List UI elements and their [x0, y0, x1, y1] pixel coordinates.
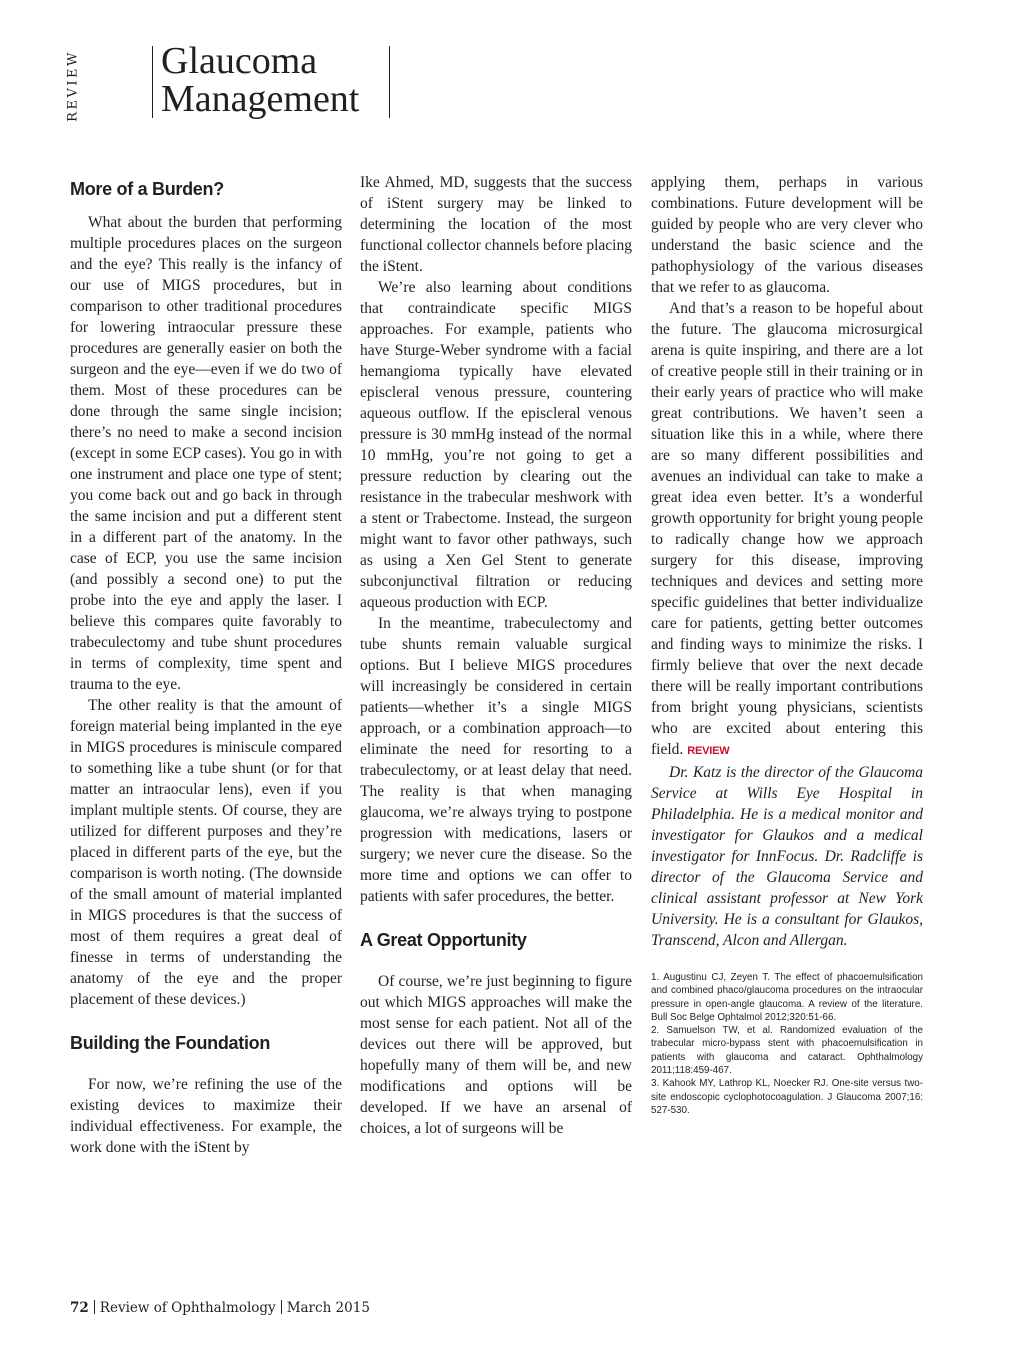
- author-bio: Dr. Katz is the director of the Glaucoma Service at Wills Eye Hospital in Philadelphia. He is a medical monitor and investigator for Glaukos and a medical investigator for InnFocus. Dr. Radcliffe is director of the Glaucoma Service and clinical assistant professor at New York University. He is a consultant for Glaukos, Transcend, Alcon and Allergan.: [651, 764, 923, 949]
- section-title: Glaucoma Management: [161, 40, 360, 120]
- article-column-1: [70, 172, 342, 1158]
- paragraph: For now, we’re refining the use of the existing devices to maximize their individual effectiveness. For example, the work done with the iStent by: [70, 1076, 342, 1156]
- paragraph: Of course, we’re just beginning to figure out which MIGS approaches will make the most sense for each patient. Not all of the devices out there will be approved, but hopefully many of them will be, and new modifications and options will be developed. If we have an arsenal of choices, a lot of surgeons will be: [360, 973, 632, 1137]
- issue-date: March 2015: [286, 1300, 370, 1316]
- header-divider-left: [152, 46, 153, 118]
- paragraph: What about the burden that performing multiple procedures places on the surgeon and the eye? This really is the infancy of our use of MIGS procedures, but in comparison to other traditional procedures for lowering intraocular pressure these procedures are generally easier on both the surgeon and the eye—even if we do two of them. Most of these procedures can be done through the same single incision; there’s no need to make a second incision (except in some ECP cases). You go in with one instrument and place one type of stent; you come back out and go back in through the same incision and put a different stent in a different part of the anatomy. In the case of ECP, you use the same incision (and possibly a second one) to put the probe into the eye and apply the laser. I believe this compares quite favorably to trabeculectomy and tube shunt procedures in terms of complexity, time spent and trauma to the eye.: [70, 214, 342, 693]
- section-tag: REVIEW: [65, 50, 81, 122]
- heading-a-great-opportunity: A Great Opportunity: [360, 930, 527, 950]
- heading-building-the-foundation: Building the Foundation: [70, 1033, 271, 1053]
- footer-divider: [281, 1300, 282, 1314]
- paragraph: The other reality is that the amount of foreign material being implanted in the eye in MIGS procedures is miniscule compared to something like a tube shunt (or for that matter an intraocular lens), even if you implant multiple stents. Of course, they are utilized for different purposes and they’re placed in different parts of the eye, but the comparison is worth noting. (The downside of the small amount of material implanted in MIGS procedures is that the success of most of them requires a great deal of finesse in terms of understanding the anatomy of the eye and the proper placement of these devices.): [70, 697, 342, 1008]
- footer-divider: [94, 1300, 95, 1314]
- paragraph: We’re also learning about conditions that contraindicate specific MIGS approaches. For example, patients who have Sturge-Weber syndrome with a facial hemangioma typically have elevated episcleral venous pressure, countering aqueous outflow. If the episcleral venous pressure is 30 mmHg instead of the normal 10 mmHg, you’re not going to get a pressure reduction by clearing out the resistance in the trabecular meshwork with a stent or Trabectome. Instead, the surgeon might want to favor other pathways, such as using a Xen Gel Stent to generate subconjunctival filtration or reducing aqueous production with ECP.: [360, 279, 632, 611]
- page-number: 72: [70, 1300, 89, 1316]
- reference-item: 2. Samuelson TW, et al. Randomized evaluation of the trabecular micro-bypass stent with phacoemulsification in patients with glaucoma and cataract. Ophthalmology 2011;118:459-467.: [651, 1025, 923, 1077]
- publication-name: Review of Ophthalmology: [99, 1300, 276, 1316]
- header-divider-right: [389, 46, 390, 118]
- reference-item: 1. Augustinu CJ, Zeyen T. The effect of phacoemulsification and combined phaco/glaucoma procedures on the intraocular pressure in open-angle glaucoma. A review of the literature. Bull Soc Belge Ophtalmol 2012;320:51-66.: [651, 972, 923, 1023]
- end-mark: REVIEW: [687, 745, 730, 757]
- article-column-3: [651, 172, 923, 1117]
- page-footer: [70, 1300, 370, 1316]
- heading-more-of-a-burden: More of a Burden?: [70, 179, 224, 199]
- article-column-2: [360, 172, 632, 1139]
- references: [651, 971, 923, 1117]
- paragraph: In the meantime, trabeculectomy and tube shunts remain valuable surgical options. But I believe MIGS procedures will increasingly be considered in certain patients—whether it’s a single MIGS approach, or a combination approach—to eliminate the need for resorting to a trabeculectomy, or at least delay that need. The reality is that when managing glaucoma, we’re always trying to postpone progression with medications, lasers or surgery; we never cure the disease. So the more time and options we can offer to patients with safer procedures, the better.: [360, 615, 632, 905]
- paragraph: applying them, perhaps in various combinations. Future development will be guided by people who are very clever who understand the basic science and the pathophysiology of the various diseases that we refer to as glaucoma.: [651, 174, 923, 296]
- reference-item: 3. Kahook MY, Lathrop KL, Noecker RJ. One-site versus two-site endoscopic cyclophotocoagulation. J Glaucoma 2007;16: 527-530.: [651, 1078, 923, 1116]
- paragraph-text: And that’s a reason to be hopeful about the future. The glaucoma microsurgical arena is quite inspiring, and there are a lot of creative people still in their training or in their early years of practice who will make great contributions. We haven’t seen a situation like this in a while, where there are so many different possibilities and avenues an individual can take to make a great idea even better. It’s a wonderful growth opportunity for bright young people to radically change how we approach surgery for this disease, improving techniques and devices and setting more specific guidelines that better individualize care for patients, getting better outcomes and finding ways to minimize the risks. I firmly believe that over the next decade there will be really important contributions from bright young physicians, scientists who are excited about entering this field.: [651, 300, 923, 758]
- paragraph: [651, 298, 923, 762]
- paragraph: Ike Ahmed, MD, suggests that the success of iStent surgery may be linked to determining the location of the most functional collector channels before placing the iStent.: [360, 174, 632, 275]
